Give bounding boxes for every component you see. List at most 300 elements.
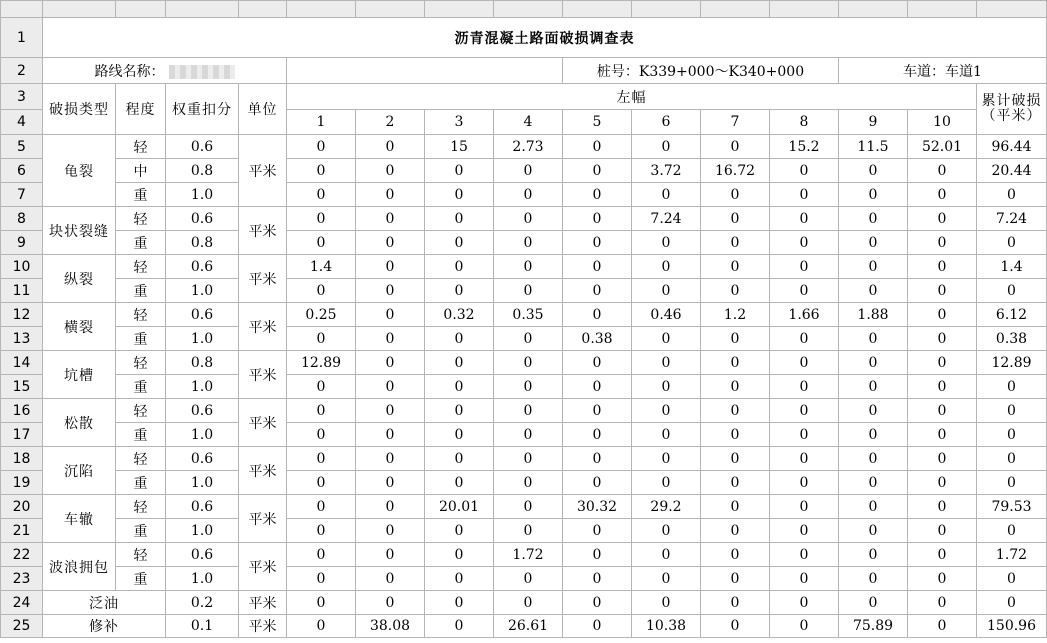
degree-cell[interactable]: 重 bbox=[116, 423, 166, 447]
value-cell[interactable]: 0 bbox=[425, 567, 494, 591]
value-cell[interactable]: 0 bbox=[770, 519, 839, 543]
unit-cell[interactable]: 平米 bbox=[239, 255, 287, 303]
value-cell[interactable]: 0 bbox=[839, 543, 908, 567]
value-cell[interactable]: 0 bbox=[770, 183, 839, 207]
row-header[interactable]: 11 bbox=[1, 279, 43, 303]
value-cell[interactable]: 1.2 bbox=[701, 303, 770, 327]
value-cell[interactable]: 0 bbox=[908, 303, 977, 327]
value-cell[interactable]: 0.32 bbox=[425, 303, 494, 327]
unit-cell[interactable]: 平米 bbox=[239, 591, 287, 615]
value-cell[interactable]: 0 bbox=[425, 351, 494, 375]
value-cell[interactable]: 0 bbox=[770, 471, 839, 495]
row-header[interactable]: 17 bbox=[1, 423, 43, 447]
value-cell[interactable]: 0 bbox=[494, 447, 563, 471]
value-cell[interactable]: 0 bbox=[563, 279, 632, 303]
total-cell[interactable]: 0 bbox=[977, 519, 1047, 543]
value-cell[interactable]: 0 bbox=[425, 423, 494, 447]
value-cell[interactable]: 0 bbox=[494, 423, 563, 447]
station-cell[interactable] bbox=[563, 58, 839, 84]
value-cell[interactable]: 0 bbox=[287, 399, 356, 423]
value-cell[interactable]: 0 bbox=[287, 207, 356, 231]
value-cell[interactable]: 0 bbox=[839, 327, 908, 351]
row-header[interactable]: 15 bbox=[1, 375, 43, 399]
column-header[interactable] bbox=[701, 1, 770, 18]
value-cell[interactable]: 0 bbox=[356, 207, 425, 231]
value-cell[interactable]: 0 bbox=[494, 399, 563, 423]
row-header[interactable]: 14 bbox=[1, 351, 43, 375]
damage-type-cell[interactable]: 车辙 bbox=[43, 495, 116, 543]
value-cell[interactable]: 0 bbox=[839, 183, 908, 207]
value-cell[interactable]: 0 bbox=[770, 207, 839, 231]
select-all-corner[interactable] bbox=[1, 1, 43, 18]
damage-type-cell[interactable]: 松散 bbox=[43, 399, 116, 447]
weight-cell[interactable]: 1.0 bbox=[166, 519, 239, 543]
weight-cell[interactable]: 1.0 bbox=[166, 183, 239, 207]
row-header[interactable]: 9 bbox=[1, 231, 43, 255]
row-header[interactable]: 3 bbox=[1, 84, 43, 110]
value-cell[interactable]: 0 bbox=[632, 543, 701, 567]
column-header[interactable] bbox=[839, 1, 908, 18]
value-cell[interactable]: 29.2 bbox=[632, 495, 701, 519]
value-cell[interactable]: 0 bbox=[839, 567, 908, 591]
weight-cell[interactable]: 0.6 bbox=[166, 447, 239, 471]
value-cell[interactable]: 0 bbox=[701, 327, 770, 351]
value-cell[interactable]: 0 bbox=[356, 519, 425, 543]
total-cell[interactable]: 0 bbox=[977, 279, 1047, 303]
unit-cell[interactable]: 平米 bbox=[239, 135, 287, 207]
column-header[interactable] bbox=[239, 1, 287, 18]
row-header[interactable]: 5 bbox=[1, 135, 43, 159]
value-cell[interactable]: 15 bbox=[425, 135, 494, 159]
column-header[interactable] bbox=[356, 1, 425, 18]
value-cell[interactable]: 0 bbox=[632, 423, 701, 447]
value-cell[interactable]: 0 bbox=[632, 351, 701, 375]
row-header[interactable]: 20 bbox=[1, 495, 43, 519]
value-cell[interactable]: 3.72 bbox=[632, 159, 701, 183]
total-cell[interactable]: 96.44 bbox=[977, 135, 1047, 159]
value-cell[interactable]: 38.08 bbox=[356, 615, 425, 638]
damage-type-cell[interactable]: 修补 bbox=[43, 615, 166, 638]
value-cell[interactable]: 0 bbox=[356, 279, 425, 303]
total-cell[interactable]: 0 bbox=[977, 231, 1047, 255]
total-cell[interactable]: 12.89 bbox=[977, 351, 1047, 375]
degree-cell[interactable]: 重 bbox=[116, 279, 166, 303]
value-cell[interactable]: 75.89 bbox=[839, 615, 908, 638]
total-cell[interactable]: 0 bbox=[977, 375, 1047, 399]
value-cell[interactable]: 0 bbox=[356, 327, 425, 351]
value-cell[interactable]: 0 bbox=[632, 471, 701, 495]
value-cell[interactable]: 0 bbox=[563, 159, 632, 183]
value-cell[interactable]: 0 bbox=[839, 519, 908, 543]
damage-type-cell[interactable]: 沉陷 bbox=[43, 447, 116, 495]
column-header[interactable] bbox=[425, 1, 494, 18]
value-cell[interactable]: 0 bbox=[287, 615, 356, 638]
value-cell[interactable]: 0 bbox=[632, 183, 701, 207]
value-cell[interactable]: 0 bbox=[839, 495, 908, 519]
value-cell[interactable]: 0 bbox=[494, 495, 563, 519]
weight-cell[interactable]: 0.6 bbox=[166, 135, 239, 159]
column-header[interactable] bbox=[770, 1, 839, 18]
value-cell[interactable]: 0 bbox=[632, 447, 701, 471]
value-cell[interactable]: 0 bbox=[563, 183, 632, 207]
value-cell[interactable]: 0 bbox=[908, 207, 977, 231]
value-cell[interactable]: 0 bbox=[632, 399, 701, 423]
value-cell[interactable]: 0 bbox=[563, 543, 632, 567]
value-cell[interactable]: 0 bbox=[494, 471, 563, 495]
value-cell[interactable]: 0 bbox=[908, 495, 977, 519]
value-cell[interactable]: 0 bbox=[563, 591, 632, 615]
unit-cell[interactable]: 平米 bbox=[239, 495, 287, 543]
value-cell[interactable]: 0 bbox=[839, 447, 908, 471]
value-cell[interactable]: 0 bbox=[701, 495, 770, 519]
total-cell[interactable]: 0 bbox=[977, 567, 1047, 591]
value-cell[interactable]: 0 bbox=[425, 543, 494, 567]
row-header[interactable]: 6 bbox=[1, 159, 43, 183]
total-cell[interactable]: 0 bbox=[977, 183, 1047, 207]
row-header[interactable]: 1 bbox=[1, 18, 43, 58]
value-cell[interactable]: 0 bbox=[839, 231, 908, 255]
value-cell[interactable]: 0 bbox=[287, 183, 356, 207]
value-cell[interactable]: 0 bbox=[701, 591, 770, 615]
value-cell[interactable]: 0 bbox=[287, 519, 356, 543]
value-cell[interactable]: 0 bbox=[494, 159, 563, 183]
value-cell[interactable]: 0 bbox=[563, 447, 632, 471]
value-cell[interactable]: 0 bbox=[701, 567, 770, 591]
value-cell[interactable]: 0 bbox=[494, 279, 563, 303]
value-cell[interactable]: 0 bbox=[356, 399, 425, 423]
weight-cell[interactable]: 0.6 bbox=[166, 207, 239, 231]
damage-type-cell[interactable]: 泛油 bbox=[43, 591, 166, 615]
total-cell[interactable]: 0 bbox=[977, 423, 1047, 447]
row-header[interactable]: 8 bbox=[1, 207, 43, 231]
value-cell[interactable]: 0 bbox=[563, 207, 632, 231]
column-header[interactable] bbox=[43, 1, 116, 18]
value-cell[interactable]: 0 bbox=[839, 375, 908, 399]
value-cell[interactable]: 0 bbox=[287, 231, 356, 255]
degree-cell[interactable]: 轻 bbox=[116, 447, 166, 471]
value-cell[interactable]: 0 bbox=[770, 351, 839, 375]
value-cell[interactable]: 0 bbox=[287, 423, 356, 447]
value-cell[interactable]: 1.88 bbox=[839, 303, 908, 327]
value-cell[interactable]: 0 bbox=[908, 471, 977, 495]
total-cell[interactable]: 0.38 bbox=[977, 327, 1047, 351]
value-cell[interactable]: 0 bbox=[287, 375, 356, 399]
total-cell[interactable]: 150.96 bbox=[977, 615, 1047, 638]
value-cell[interactable]: 0 bbox=[701, 351, 770, 375]
value-cell[interactable]: 0 bbox=[356, 255, 425, 279]
value-cell[interactable]: 15.2 bbox=[770, 135, 839, 159]
weight-cell[interactable]: 0.8 bbox=[166, 351, 239, 375]
value-cell[interactable]: 0 bbox=[701, 231, 770, 255]
row-header[interactable]: 23 bbox=[1, 567, 43, 591]
unit-cell[interactable]: 平米 bbox=[239, 447, 287, 495]
empty-cell[interactable] bbox=[287, 58, 563, 84]
value-cell[interactable]: 0 bbox=[632, 519, 701, 543]
degree-cell[interactable]: 轻 bbox=[116, 495, 166, 519]
value-cell[interactable]: 0 bbox=[563, 615, 632, 638]
value-cell[interactable]: 16.72 bbox=[701, 159, 770, 183]
value-cell[interactable]: 0 bbox=[425, 255, 494, 279]
value-cell[interactable]: 0.25 bbox=[287, 303, 356, 327]
value-cell[interactable]: 0 bbox=[425, 159, 494, 183]
value-cell[interactable]: 0 bbox=[908, 543, 977, 567]
degree-cell[interactable]: 重 bbox=[116, 231, 166, 255]
value-cell[interactable]: 0 bbox=[563, 423, 632, 447]
unit-cell[interactable]: 平米 bbox=[239, 615, 287, 638]
damage-type-cell[interactable]: 纵裂 bbox=[43, 255, 116, 303]
value-cell[interactable]: 0 bbox=[287, 567, 356, 591]
total-cell[interactable]: 7.24 bbox=[977, 207, 1047, 231]
value-cell[interactable]: 0 bbox=[908, 231, 977, 255]
weight-cell[interactable]: 0.1 bbox=[166, 615, 239, 638]
value-cell[interactable]: 0 bbox=[425, 231, 494, 255]
degree-cell[interactable]: 重 bbox=[116, 375, 166, 399]
degree-cell[interactable]: 轻 bbox=[116, 351, 166, 375]
value-cell[interactable]: 0 bbox=[770, 399, 839, 423]
value-cell[interactable]: 0 bbox=[632, 375, 701, 399]
value-cell[interactable]: 0 bbox=[839, 423, 908, 447]
value-cell[interactable]: 0 bbox=[563, 375, 632, 399]
value-cell[interactable]: 0 bbox=[287, 495, 356, 519]
column-header[interactable] bbox=[287, 1, 356, 18]
value-cell[interactable]: 0 bbox=[908, 567, 977, 591]
value-cell[interactable]: 12.89 bbox=[287, 351, 356, 375]
row-header[interactable]: 22 bbox=[1, 543, 43, 567]
value-cell[interactable]: 0 bbox=[425, 471, 494, 495]
value-cell[interactable]: 0 bbox=[908, 423, 977, 447]
value-cell[interactable]: 0 bbox=[494, 375, 563, 399]
row-header[interactable]: 18 bbox=[1, 447, 43, 471]
value-cell[interactable]: 0 bbox=[425, 591, 494, 615]
weight-cell[interactable]: 1.0 bbox=[166, 327, 239, 351]
value-cell[interactable]: 11.5 bbox=[839, 135, 908, 159]
row-header[interactable]: 24 bbox=[1, 591, 43, 615]
unit-cell[interactable]: 平米 bbox=[239, 399, 287, 447]
value-cell[interactable]: 0 bbox=[701, 255, 770, 279]
weight-cell[interactable]: 0.8 bbox=[166, 159, 239, 183]
value-cell[interactable]: 2.73 bbox=[494, 135, 563, 159]
value-cell[interactable]: 1.72 bbox=[494, 543, 563, 567]
total-cell[interactable]: 6.12 bbox=[977, 303, 1047, 327]
value-cell[interactable]: 0 bbox=[908, 327, 977, 351]
value-cell[interactable]: 0 bbox=[356, 471, 425, 495]
unit-cell[interactable]: 平米 bbox=[239, 351, 287, 399]
row-header[interactable]: 10 bbox=[1, 255, 43, 279]
value-cell[interactable]: 0 bbox=[425, 183, 494, 207]
value-cell[interactable]: 0 bbox=[701, 135, 770, 159]
degree-cell[interactable]: 轻 bbox=[116, 135, 166, 159]
value-cell[interactable]: 0 bbox=[356, 543, 425, 567]
total-cell[interactable]: 1.72 bbox=[977, 543, 1047, 567]
total-cell[interactable]: 79.53 bbox=[977, 495, 1047, 519]
value-cell[interactable]: 0 bbox=[770, 615, 839, 638]
value-cell[interactable]: 0 bbox=[425, 207, 494, 231]
damage-type-cell[interactable]: 块状裂缝 bbox=[43, 207, 116, 255]
value-cell[interactable]: 0 bbox=[356, 495, 425, 519]
value-cell[interactable]: 0 bbox=[494, 207, 563, 231]
value-cell[interactable]: 0 bbox=[632, 255, 701, 279]
column-header[interactable] bbox=[632, 1, 701, 18]
column-header[interactable] bbox=[116, 1, 166, 18]
value-cell[interactable]: 0 bbox=[701, 207, 770, 231]
value-cell[interactable]: 0 bbox=[701, 615, 770, 638]
degree-cell[interactable]: 重 bbox=[116, 471, 166, 495]
value-cell[interactable]: 0 bbox=[701, 543, 770, 567]
value-cell[interactable]: 0 bbox=[908, 375, 977, 399]
value-cell[interactable]: 0 bbox=[356, 447, 425, 471]
value-cell[interactable]: 0 bbox=[632, 231, 701, 255]
value-cell[interactable]: 0 bbox=[287, 471, 356, 495]
value-cell[interactable]: 0 bbox=[494, 591, 563, 615]
value-cell[interactable]: 0 bbox=[356, 375, 425, 399]
degree-cell[interactable]: 重 bbox=[116, 519, 166, 543]
value-cell[interactable]: 0 bbox=[494, 231, 563, 255]
weight-cell[interactable]: 0.2 bbox=[166, 591, 239, 615]
value-cell[interactable]: 0 bbox=[563, 303, 632, 327]
value-cell[interactable]: 0 bbox=[908, 183, 977, 207]
damage-type-cell[interactable]: 横裂 bbox=[43, 303, 116, 351]
value-cell[interactable]: 0.46 bbox=[632, 303, 701, 327]
row-header[interactable]: 4 bbox=[1, 110, 43, 135]
degree-cell[interactable]: 重 bbox=[116, 183, 166, 207]
value-cell[interactable]: 0 bbox=[770, 543, 839, 567]
row-header[interactable]: 13 bbox=[1, 327, 43, 351]
value-cell[interactable]: 0 bbox=[632, 279, 701, 303]
value-cell[interactable]: 0 bbox=[287, 135, 356, 159]
column-header[interactable] bbox=[563, 1, 632, 18]
total-cell[interactable]: 0 bbox=[977, 471, 1047, 495]
value-cell[interactable]: 52.01 bbox=[908, 135, 977, 159]
value-cell[interactable]: 0 bbox=[563, 255, 632, 279]
row-header[interactable]: 7 bbox=[1, 183, 43, 207]
value-cell[interactable]: 0 bbox=[425, 447, 494, 471]
row-header[interactable]: 25 bbox=[1, 615, 43, 638]
unit-cell[interactable]: 平米 bbox=[239, 207, 287, 255]
degree-cell[interactable]: 轻 bbox=[116, 303, 166, 327]
degree-cell[interactable]: 轻 bbox=[116, 207, 166, 231]
value-cell[interactable]: 0 bbox=[770, 495, 839, 519]
value-cell[interactable]: 0 bbox=[839, 207, 908, 231]
row-header[interactable]: 21 bbox=[1, 519, 43, 543]
route-name-cell[interactable] bbox=[43, 58, 287, 84]
row-header[interactable]: 19 bbox=[1, 471, 43, 495]
value-cell[interactable]: 0 bbox=[563, 135, 632, 159]
value-cell[interactable]: 0.35 bbox=[494, 303, 563, 327]
degree-cell[interactable]: 重 bbox=[116, 327, 166, 351]
value-cell[interactable]: 0 bbox=[356, 567, 425, 591]
total-cell[interactable]: 20.44 bbox=[977, 159, 1047, 183]
value-cell[interactable]: 0 bbox=[908, 279, 977, 303]
row-header[interactable]: 16 bbox=[1, 399, 43, 423]
value-cell[interactable]: 0 bbox=[563, 471, 632, 495]
value-cell[interactable]: 0 bbox=[563, 567, 632, 591]
value-cell[interactable]: 0 bbox=[839, 471, 908, 495]
value-cell[interactable]: 0 bbox=[632, 591, 701, 615]
degree-cell[interactable]: 重 bbox=[116, 567, 166, 591]
value-cell[interactable]: 0 bbox=[356, 159, 425, 183]
value-cell[interactable]: 0 bbox=[356, 135, 425, 159]
value-cell[interactable]: 7.24 bbox=[632, 207, 701, 231]
value-cell[interactable]: 0 bbox=[632, 135, 701, 159]
value-cell[interactable]: 0 bbox=[770, 279, 839, 303]
value-cell[interactable]: 1.4 bbox=[287, 255, 356, 279]
value-cell[interactable]: 0 bbox=[839, 351, 908, 375]
weight-cell[interactable]: 0.6 bbox=[166, 255, 239, 279]
weight-cell[interactable]: 1.0 bbox=[166, 375, 239, 399]
value-cell[interactable]: 0.38 bbox=[563, 327, 632, 351]
value-cell[interactable]: 0 bbox=[770, 231, 839, 255]
value-cell[interactable]: 0 bbox=[770, 447, 839, 471]
total-cell[interactable]: 0 bbox=[977, 399, 1047, 423]
value-cell[interactable]: 0 bbox=[770, 327, 839, 351]
value-cell[interactable]: 0 bbox=[701, 471, 770, 495]
value-cell[interactable]: 26.61 bbox=[494, 615, 563, 638]
row-header[interactable]: 12 bbox=[1, 303, 43, 327]
value-cell[interactable]: 0 bbox=[908, 255, 977, 279]
value-cell[interactable]: 0 bbox=[563, 231, 632, 255]
value-cell[interactable]: 0 bbox=[701, 375, 770, 399]
value-cell[interactable]: 0 bbox=[494, 519, 563, 543]
weight-cell[interactable]: 1.0 bbox=[166, 567, 239, 591]
value-cell[interactable]: 0 bbox=[770, 255, 839, 279]
value-cell[interactable]: 0 bbox=[287, 279, 356, 303]
value-cell[interactable]: 0 bbox=[839, 159, 908, 183]
value-cell[interactable]: 0 bbox=[839, 255, 908, 279]
column-header[interactable] bbox=[977, 1, 1047, 18]
lane-cell[interactable] bbox=[839, 58, 1047, 84]
weight-cell[interactable]: 1.0 bbox=[166, 471, 239, 495]
value-cell[interactable]: 10.38 bbox=[632, 615, 701, 638]
value-cell[interactable]: 0 bbox=[287, 543, 356, 567]
value-cell[interactable]: 0 bbox=[632, 327, 701, 351]
value-cell[interactable]: 0 bbox=[908, 399, 977, 423]
total-cell[interactable]: 0 bbox=[977, 447, 1047, 471]
value-cell[interactable]: 0 bbox=[839, 399, 908, 423]
value-cell[interactable]: 0 bbox=[494, 351, 563, 375]
value-cell[interactable]: 0 bbox=[701, 423, 770, 447]
degree-cell[interactable]: 轻 bbox=[116, 255, 166, 279]
value-cell[interactable]: 0 bbox=[356, 231, 425, 255]
value-cell[interactable]: 0 bbox=[839, 591, 908, 615]
damage-type-cell[interactable]: 波浪拥包 bbox=[43, 543, 116, 591]
column-header[interactable] bbox=[166, 1, 239, 18]
value-cell[interactable]: 0 bbox=[701, 279, 770, 303]
value-cell[interactable]: 0 bbox=[701, 447, 770, 471]
row-header[interactable]: 2 bbox=[1, 58, 43, 84]
column-header[interactable] bbox=[908, 1, 977, 18]
unit-cell[interactable]: 平米 bbox=[239, 303, 287, 351]
value-cell[interactable]: 0 bbox=[287, 327, 356, 351]
value-cell[interactable]: 0 bbox=[770, 591, 839, 615]
value-cell[interactable]: 0 bbox=[425, 327, 494, 351]
value-cell[interactable]: 0 bbox=[839, 279, 908, 303]
total-cell[interactable]: 1.4 bbox=[977, 255, 1047, 279]
unit-cell[interactable]: 平米 bbox=[239, 543, 287, 591]
value-cell[interactable]: 0 bbox=[908, 351, 977, 375]
value-cell[interactable]: 0 bbox=[701, 519, 770, 543]
value-cell[interactable]: 0 bbox=[494, 255, 563, 279]
value-cell[interactable]: 0 bbox=[563, 519, 632, 543]
value-cell[interactable]: 0 bbox=[494, 327, 563, 351]
value-cell[interactable]: 0 bbox=[494, 567, 563, 591]
value-cell[interactable]: 0 bbox=[563, 399, 632, 423]
value-cell[interactable]: 0 bbox=[356, 351, 425, 375]
total-cell[interactable]: 0 bbox=[977, 591, 1047, 615]
value-cell[interactable]: 0 bbox=[701, 399, 770, 423]
value-cell[interactable]: 0 bbox=[908, 447, 977, 471]
damage-type-cell[interactable]: 坑槽 bbox=[43, 351, 116, 399]
weight-cell[interactable]: 0.6 bbox=[166, 399, 239, 423]
